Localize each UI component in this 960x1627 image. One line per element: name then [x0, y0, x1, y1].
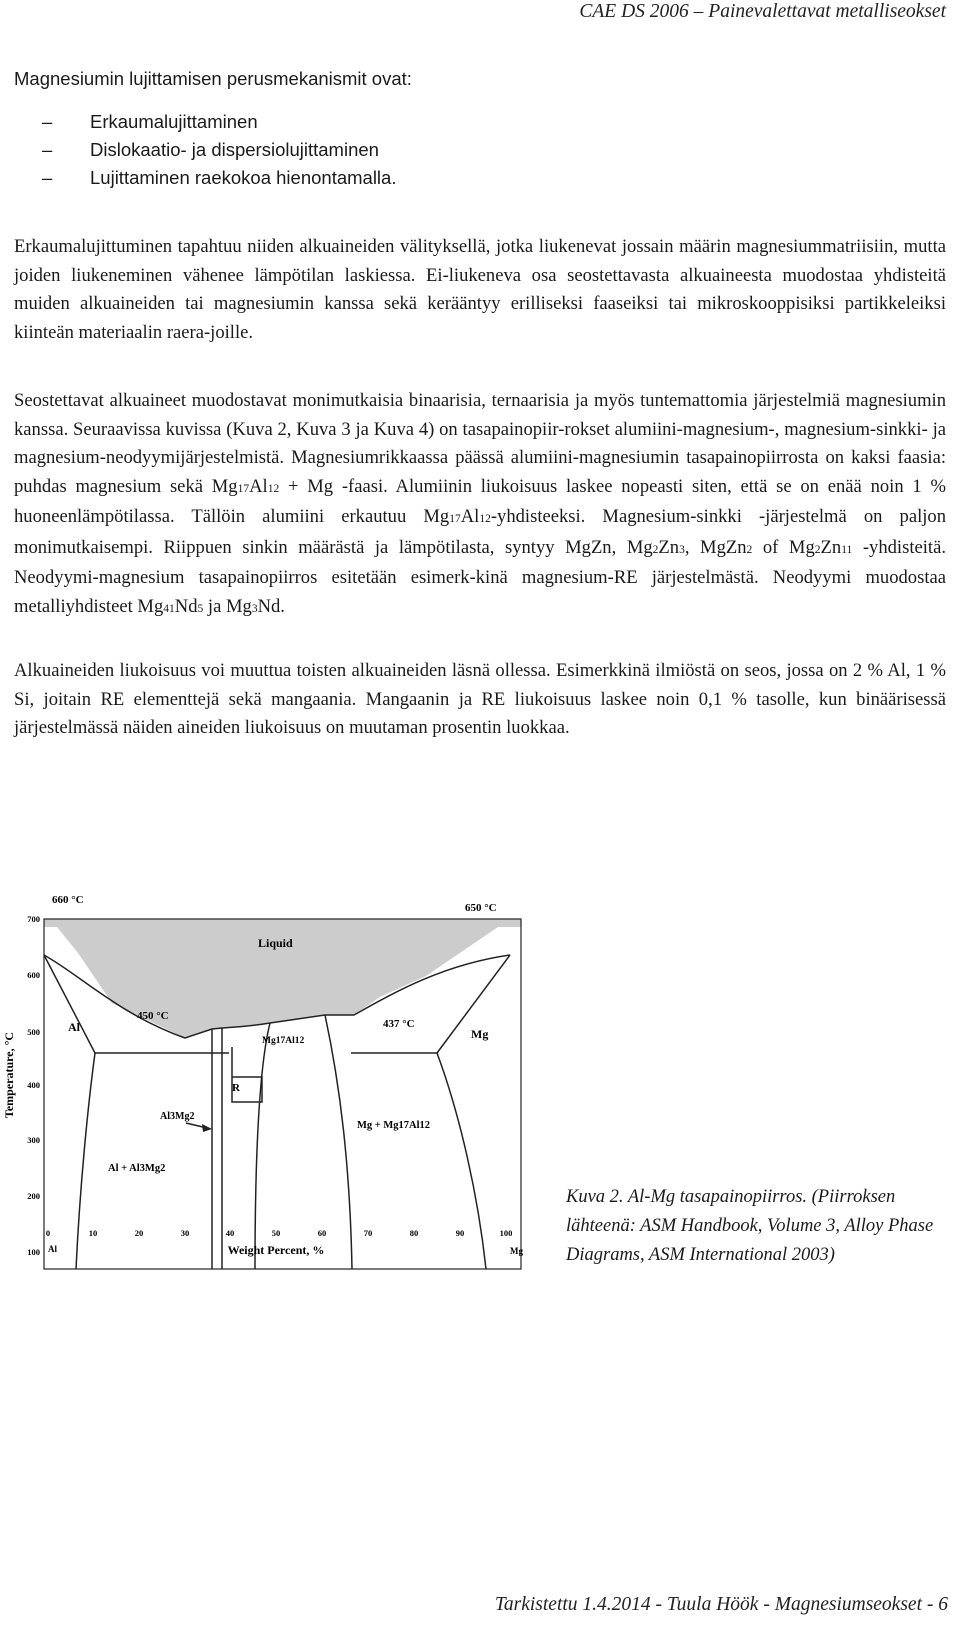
text-run: Al [460, 506, 480, 527]
label-650: 650 °C [465, 902, 497, 914]
arrow-head-icon [202, 1124, 212, 1132]
page-footer: Tarkistettu 1.4.2014 - Tuula Höök - Magnesiumseokset - 6 [494, 1594, 948, 1615]
text-run: , MgZn [684, 536, 747, 558]
label-450: 450 °C [137, 1010, 169, 1022]
label-mg-mg17al12: Mg + Mg17Al12 [357, 1120, 431, 1131]
text-run: Nd. [257, 595, 285, 617]
y-tick-label: 400 [27, 1080, 40, 1090]
text-run: -yhdisteeksi. Magnesium-sinkki -järjestelmä on paljon monimutkaisempi. Riippuen sinkin määrästä ja lämpötilasta, syntyy MgZn, Mg [14, 506, 946, 558]
label-mg17al12: Mg17Al12 [262, 1036, 305, 1046]
paragraph-alloy-systems [14, 387, 946, 623]
page-header: CAE DS 2006 – Painevalettavat metalliseokset [579, 1, 946, 22]
x-tick-label: 40 [225, 1228, 235, 1238]
list-item-label: Dislokaatio- ja dispersiolujittaminen [90, 139, 379, 160]
subscript: 5 [197, 602, 204, 615]
text-run: ja Mg [203, 595, 252, 617]
list-item [14, 108, 396, 136]
subscript: 11 [841, 543, 853, 556]
subscript: 2 [652, 543, 659, 556]
label-mg: Mg [471, 1027, 489, 1041]
label-660: 660 °C [52, 894, 84, 906]
x-tick-label: 100 [499, 1228, 513, 1238]
x-axis-right-label: Mg [510, 1246, 523, 1256]
label-liquid: Liquid [258, 936, 293, 950]
x-tick-label: 10 [88, 1228, 98, 1238]
list-item [14, 164, 396, 192]
x-tick-label: 60 [317, 1228, 327, 1238]
subscript: 3 [679, 543, 685, 556]
figure-caption: Kuva 2. Al-Mg tasapainopiirros. (Piirroksen lähteenä: ASM Handbook, Volume 3, Alloy Phase Diagrams, ASM International 2003) [566, 1187, 934, 1265]
subscript: 2 [746, 543, 753, 556]
x-tick-label: 0 [45, 1228, 51, 1238]
text-run: -yhdisteitä. Neodyymi-magnesium tasapainopiirros esitetään esimerk-kinä magnesium-RE järjestelmästä. Neodyymi muodostaa metalliyhdisteet Mg [14, 536, 946, 617]
subscript: 12 [267, 482, 280, 495]
text-run: Seostettavat alkuaineet muodostavat monimutkaisia binaarisia, ternaarisia ja myös tuntemattomia järjestelmiä magnesiumin kanssa. Seuraavissa kuvissa (Kuva 2, Kuva 3 ja Kuva 4) on tasapainopiir-rokset alumiini-magnesium-, magnesium-sinkki- ja magnesium-neodyymijärjestelmistä. Magnesiumrikkaassa päässä alumiini-magnesiumin tasapainopiirrosta on kaksi faasia: puhdas magnesium sekä Mg [14, 390, 946, 497]
y-tick-label: 200 [27, 1191, 40, 1201]
list-item-label: Lujittaminen raekokoa hienontamalla. [90, 167, 397, 188]
text-run: Zn [820, 536, 842, 558]
text-run: Nd [174, 595, 198, 617]
label-al-al3mg2: Al + Al3Mg2 [108, 1163, 166, 1174]
x-axis-label: Weight Percent, % [227, 1243, 325, 1257]
x-axis-ticks [46, 1228, 513, 1238]
al3mg2-boundary [212, 1028, 222, 1269]
x-tick-label: 90 [455, 1228, 465, 1238]
dash-icon: – [42, 167, 53, 188]
x-tick-label: 70 [363, 1228, 373, 1238]
mechanism-list [14, 108, 396, 192]
x-axis-left-label: Al [48, 1244, 57, 1254]
y-axis-label: Temperature, °C [2, 1031, 16, 1119]
text-run: + Mg -faasi. Alumiinin liukoisuus laskee nopeasti siten, että se on enää noin 1 % huoneenlämpötilassa. Tällöin alumiini erkautuu Mg [14, 475, 946, 527]
x-tick-label: 20 [134, 1228, 144, 1238]
x-tick-label: 50 [271, 1228, 281, 1238]
paragraph-solubility: Alkuaineiden liukoisuus voi muuttua toisten alkuaineiden läsnä ollessa. Esimerkkinä ilmiöstä on seos, jossa on 2 % Al, 1 % Si, joitain RE elementtejä sekä mangaania. Mangaanin ja RE liukoisuus laskee noin 0,1 % tasolle, kun binäärisessä järjestelmässä näiden aineiden liukoisuus on muutaman prosentin luokkaa. [14, 660, 946, 738]
subscript: 17 [237, 482, 250, 495]
dash-icon: – [42, 111, 53, 132]
text-run: Al [249, 475, 268, 497]
subscript: 17 [449, 513, 461, 525]
paragraph-precipitation: Erkaumalujittuminen tapahtuu niiden alkuaineiden välityksellä, jotka liukenevat jossain määrin magnesiummatriisiin, mutta joiden liukeneminen vähenee lämpötilan laskiessa. Ei-liukeneva osa seostettavasta alkuaineesta muodostaa yhdisteitä muiden alkuaineiden tai magnesiumin kanssa sekä kerääntyy erilliseksi faaseiksi tai mikroskooppisiksi partikkeleiksi kiinteän materiaalin raera-joille. [14, 236, 946, 343]
label-r: R [232, 1082, 240, 1094]
list-item [14, 136, 396, 164]
label-al: Al [68, 1020, 80, 1034]
label-al3mg2: Al3Mg2 [160, 1111, 195, 1122]
x-tick-label: 30 [180, 1228, 190, 1238]
subscript: 12 [479, 513, 491, 525]
mg17al12-boundary [255, 1015, 352, 1269]
y-tick-label: 500 [27, 1027, 40, 1037]
subscript: 2 [814, 543, 821, 556]
label-437: 437 °C [383, 1018, 415, 1030]
al-solidus-line [44, 955, 95, 1053]
y-tick-label: 600 [27, 970, 40, 980]
text-run: of Mg [752, 536, 815, 558]
list-item-label: Erkaumalujittaminen [90, 111, 258, 132]
intro-text: Magnesiumin lujittamisen perusmekanismit ovat: [14, 68, 412, 89]
x-tick-label: 80 [409, 1228, 419, 1238]
y-tick-label: 100 [27, 1247, 40, 1257]
y-axis-ticks [27, 914, 40, 1257]
subscript: 3 [251, 602, 258, 615]
y-tick-label: 300 [27, 1135, 40, 1145]
text-run: Zn [658, 536, 680, 558]
dash-icon: – [42, 139, 53, 160]
al-mg-phase-diagram [0, 894, 548, 1305]
subscript: 41 [163, 602, 175, 615]
y-tick-label: 700 [27, 914, 40, 924]
